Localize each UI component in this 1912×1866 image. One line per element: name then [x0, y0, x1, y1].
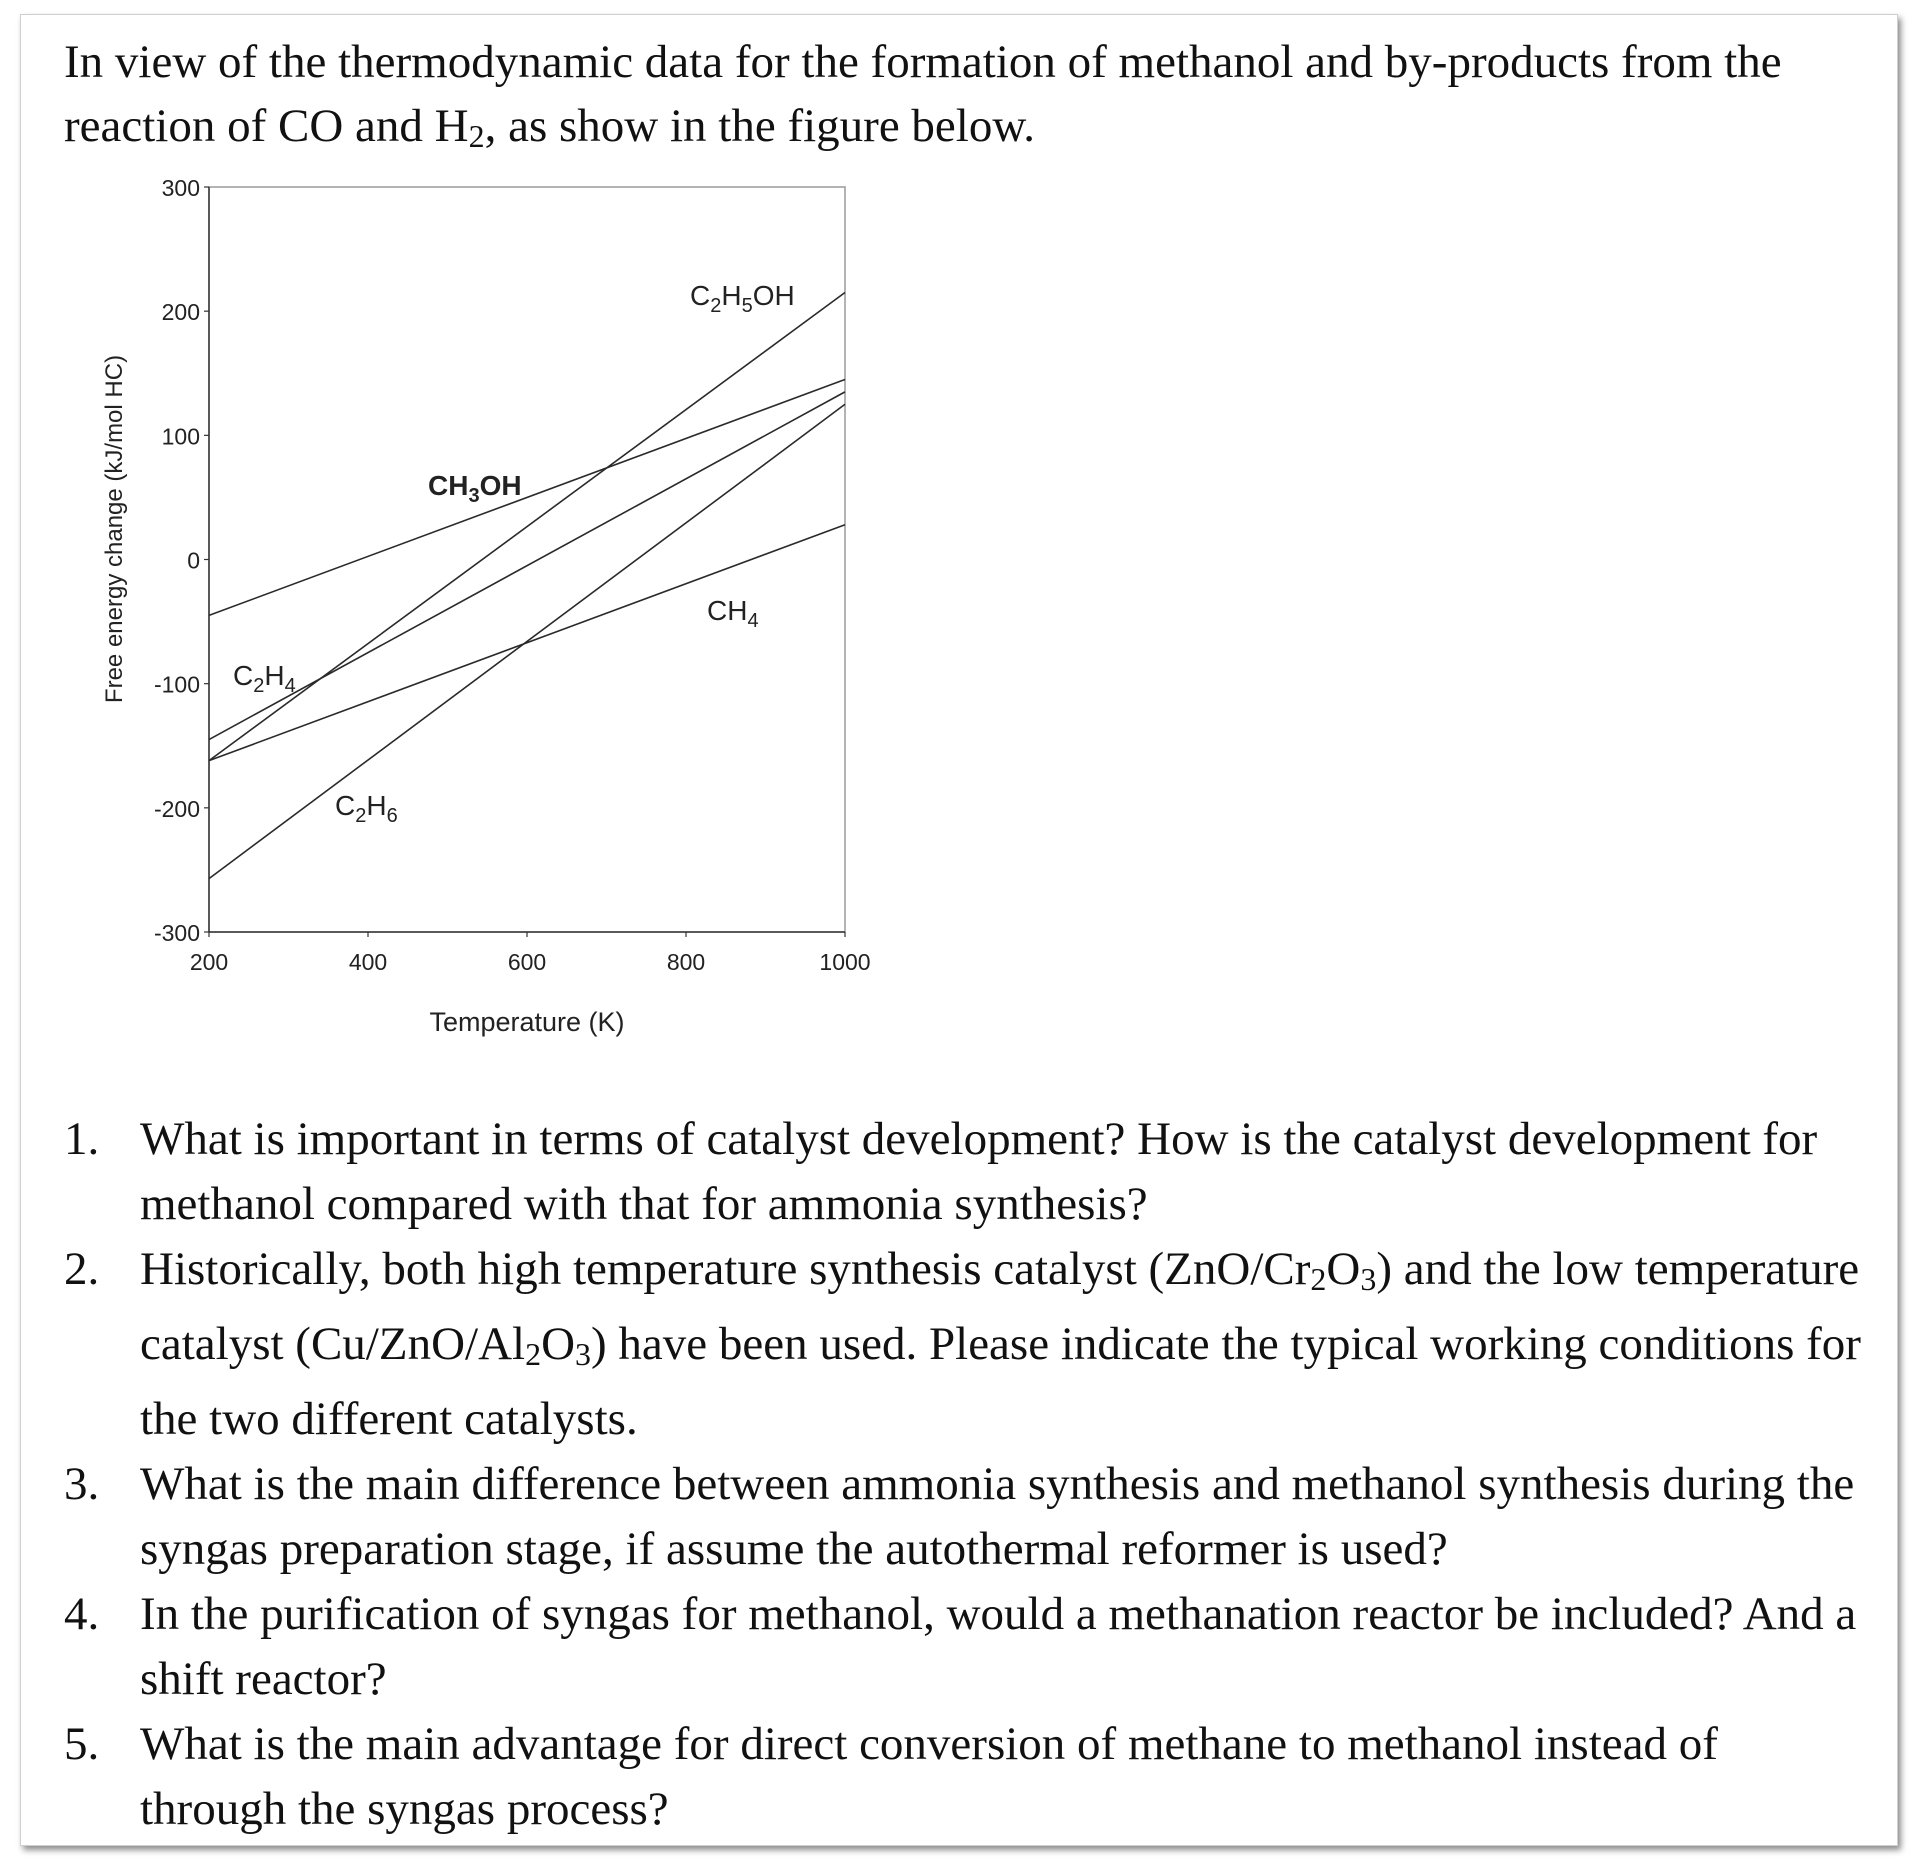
series-label-part: C	[690, 280, 711, 311]
intro-line-2	[64, 94, 1874, 169]
y-tick-label: 300	[161, 175, 200, 201]
y-tick-label: -300	[153, 920, 200, 946]
question-text-part: What is the main advantage for direct conversion of methane to methanol instead of through the syngas process?	[140, 1717, 1718, 1835]
series-label-ch4	[707, 595, 759, 632]
question-text-part: ) have been used. Please indicate the typical working conditions for the two different catalysts.	[140, 1317, 1861, 1445]
question-list	[64, 1107, 1874, 1842]
formula-subscript: 3	[575, 1336, 591, 1372]
question-text-part: What is the main difference between ammonia synthesis and methanol synthesis during the syngas preparation stage, if assume the autothermal reformer is used?	[140, 1457, 1855, 1575]
question-item	[64, 1107, 1874, 1237]
series-line-c2h4	[209, 392, 845, 740]
question-text-part: In the purification of syngas for methanol, would a methanation reactor be included? And a shift reactor?	[140, 1587, 1857, 1705]
intro-line-1: In view of the thermodynamic data for the formation of methanol and by-products from the	[64, 36, 1782, 88]
question-number: 2.	[64, 1243, 100, 1295]
formula-subscript: 2	[525, 1336, 542, 1372]
series-label-part: C	[335, 790, 356, 821]
x-axis-label: Temperature (K)	[429, 1007, 625, 1037]
y-tick-label: -200	[153, 795, 200, 822]
y-tick-label: 100	[161, 423, 200, 450]
y-axis-label: Free energy change (kJ/mol HC)	[101, 354, 128, 704]
series-label-part: OH	[752, 280, 795, 311]
question-number: 5.	[64, 1717, 100, 1770]
series-label-part: 6	[386, 805, 398, 827]
question-text	[140, 1458, 1854, 1575]
series-label-part: 3	[468, 485, 480, 507]
y-tick-label: 0	[187, 547, 200, 574]
question-text	[140, 1113, 1817, 1230]
series-label-part: H	[366, 790, 387, 821]
question-number: 4.	[64, 1587, 100, 1640]
formula-subscript: 2	[1310, 1261, 1327, 1297]
question-text	[140, 1718, 1718, 1835]
x-tick-label: 800	[666, 949, 706, 975]
question-item	[64, 1452, 1874, 1582]
series-label-part: 5	[741, 295, 753, 317]
series-label-part: CH	[707, 595, 748, 626]
series-label-part: H	[721, 280, 742, 311]
intro-line-2-post: , as show in the figure below.	[484, 100, 1035, 152]
series-line-c2h5oh	[209, 293, 845, 761]
question-text-part: O	[541, 1317, 576, 1370]
question-item	[64, 1712, 1874, 1842]
question-text	[140, 1243, 1861, 1445]
question-item	[64, 1237, 1874, 1452]
question-text	[140, 1588, 1856, 1705]
series-label-part: 4	[747, 610, 759, 632]
intro-subscript: 2	[468, 118, 485, 154]
series-label-part: 4	[284, 675, 296, 697]
x-tick-label: 1000	[819, 949, 871, 975]
x-tick-label: 600	[507, 949, 547, 975]
question-text-part: Historically, both high temperature synthesis catalyst (ZnO/Cr	[140, 1243, 1311, 1295]
chart-series-labels	[233, 280, 795, 827]
series-label-part: CH	[428, 470, 469, 501]
question-number: 3.	[64, 1457, 100, 1510]
series-line-c2h6	[209, 404, 845, 878]
series-label-part: H	[264, 660, 285, 691]
series-label-ch3oh	[428, 470, 522, 507]
x-tick-label: 400	[348, 949, 388, 975]
series-line-ch4	[209, 525, 845, 761]
question-item	[64, 1582, 1874, 1712]
x-tick-label: 200	[189, 949, 229, 975]
series-line-ch3oh	[209, 379, 845, 615]
y-tick-label: -100	[153, 671, 200, 698]
question-text-part: O	[1326, 1243, 1361, 1295]
y-tick-label: 200	[161, 299, 200, 326]
series-label-part: 2	[710, 295, 722, 317]
free-energy-chart	[90, 165, 910, 1045]
series-label-c2h6	[335, 790, 398, 827]
series-label-part: OH	[479, 470, 522, 501]
series-label-part: 2	[253, 675, 265, 697]
series-label-part: 2	[355, 805, 367, 827]
series-label-part: C	[233, 660, 254, 691]
intro-line-2-pre: reaction of CO and H	[64, 100, 469, 152]
series-label-c2h4	[233, 660, 296, 697]
chart-series	[209, 293, 845, 879]
question-number: 1.	[64, 1113, 100, 1165]
question-text-part: ) and the low temperature catalyst (Cu/ZnO/Al	[140, 1243, 1860, 1370]
intro-paragraph	[64, 30, 1874, 169]
series-label-c2h5oh	[690, 280, 795, 317]
formula-subscript: 3	[1360, 1261, 1377, 1297]
question-text-part: What is important in terms of catalyst development? How is the catalyst development for methanol compared with that for ammonia synthesis?	[140, 1113, 1818, 1230]
